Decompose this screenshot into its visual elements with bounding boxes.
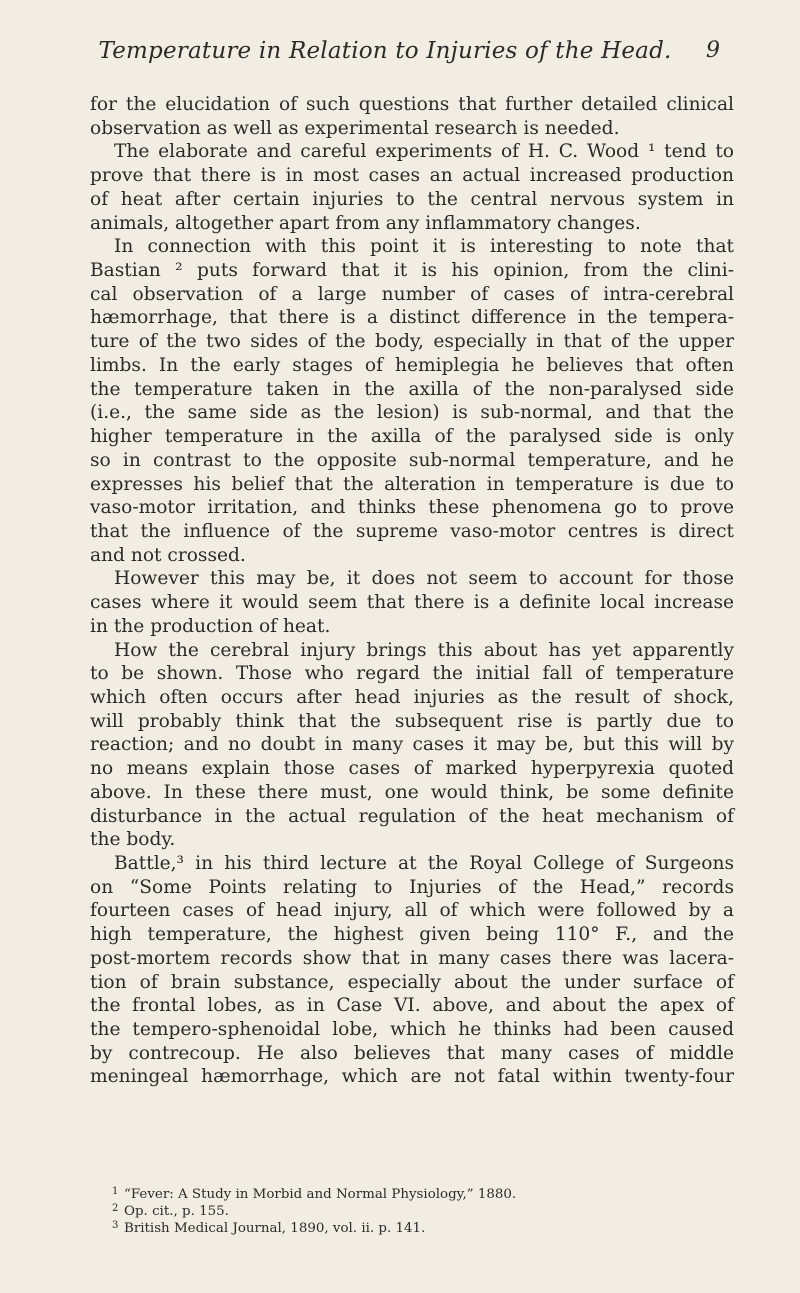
footnote (112, 1200, 732, 1217)
text-line: hæmorrhage, that there is a distinct difference in the tempera- (90, 307, 734, 329)
text-line: ture of the two sides of the body, especially in that of the upper (90, 331, 734, 353)
text-line: The elaborate and careful experiments of H. C. Wood ¹ tend to (114, 141, 734, 163)
body-text (90, 93, 734, 1089)
text-line: in the production of heat. (90, 615, 331, 637)
text-line: above. In these there must, one would think, be some definite (90, 781, 734, 803)
text-line: for the elucidation of such questions that further detailed clinical (90, 94, 734, 115)
page-number: 9 (706, 38, 720, 63)
text-line: so in contrast to the opposite sub-normal temperature, and he (90, 449, 734, 471)
text-line: expresses his belief that the alteration in temperature is due to (90, 473, 734, 495)
text-line: However this may be, it does not seem to account for those (114, 568, 734, 590)
text-line: fourteen cases of head injury, all of which were followed by a (90, 900, 734, 922)
text-line: by contrecoup. He also believes that many cases of middle (90, 1042, 734, 1064)
text-line: reaction; and no doubt in many cases it may be, but this will by (90, 734, 734, 756)
footnote-mark: 2 (112, 1203, 119, 1214)
text-line: which often occurs after head injuries as the result of shock, (90, 686, 734, 708)
footnote (112, 1183, 732, 1200)
text-line: will probably think that the subsequent rise is partly due to (90, 710, 734, 732)
text-line: no means explain those cases of marked hyperpyrexia quoted (90, 758, 734, 780)
text-line: meningeal hæmorrhage, which are not fatal within twenty-four (90, 1066, 734, 1088)
text-line: limbs. In the early stages of hemiplegia he believes that often (90, 354, 734, 376)
text-line: (i.e., the same side as the lesion) is sub-normal, and that the (90, 402, 734, 424)
footnote-text: “Fever: A Study in Morbid and Normal Physiology,” 1880. (124, 1187, 517, 1202)
text-line: Bastian ² puts forward that it is his opinion, from the clini- (90, 260, 734, 282)
text-line: prove that there is in most cases an actual increased production (90, 165, 734, 187)
text-line: on “Some Points relating to Injuries of the Head,” records (90, 876, 734, 898)
text-line: that the influence of the supreme vaso-motor centres is direct (90, 520, 734, 542)
text-line: disturbance in the actual regulation of the heat mechanism of (90, 805, 734, 827)
text-line: vaso-motor irritation, and thinks these phenomena go to prove (90, 497, 734, 519)
footnote-text: British Medical Journal, 1890, vol. ii. p. 141. (124, 1221, 426, 1236)
text-line: observation as well as experimental research is needed. (90, 117, 620, 139)
footnote-mark: 1 (112, 1186, 119, 1197)
text-line: the frontal lobes, as in Case VI. above, and about the apex of (90, 995, 734, 1017)
text-line: the tempero-sphenoidal lobe, which he thinks had been caused (90, 1019, 734, 1041)
text-line: Battle,³ in his third lecture at the Royal College of Surgeons (114, 853, 734, 874)
text-line: to be shown. Those who regard the initial fall of temperature (90, 663, 734, 685)
footnote-text: Op. cit., p. 155. (124, 1204, 229, 1219)
text-line: post-mortem records show that in many cases there was lacera- (90, 947, 734, 969)
text-line: In connection with this point it is interesting to note that (114, 236, 734, 258)
running-head (90, 34, 720, 68)
text-line: high temperature, the highest given being 110° F., and the (90, 924, 734, 946)
text-line: the temperature taken in the axilla of the non-paralysed side (90, 378, 734, 400)
text-line: and not crossed. (90, 544, 246, 566)
text-line: How the cerebral injury brings this about has yet apparently (114, 639, 734, 661)
footnotes (112, 1183, 732, 1234)
text-line: animals, altogether apart from any inflammatory changes. (90, 212, 641, 234)
text-line: tion of brain substance, especially about the under surface of (90, 971, 734, 993)
footnote-mark: 3 (112, 1220, 119, 1231)
footnote (112, 1217, 732, 1234)
text-line: cal observation of a large number of cases of intra-cerebral (90, 283, 734, 305)
running-title: Temperature in Relation to Injuries of the Head. (98, 38, 672, 64)
text-line: cases where it would seem that there is a definite local increase (90, 592, 734, 614)
text-line: the body. (90, 829, 176, 851)
text-line: higher temperature in the axilla of the paralysed side is only (90, 426, 734, 448)
text-line: of heat after certain injuries to the central nervous system in (90, 188, 734, 210)
